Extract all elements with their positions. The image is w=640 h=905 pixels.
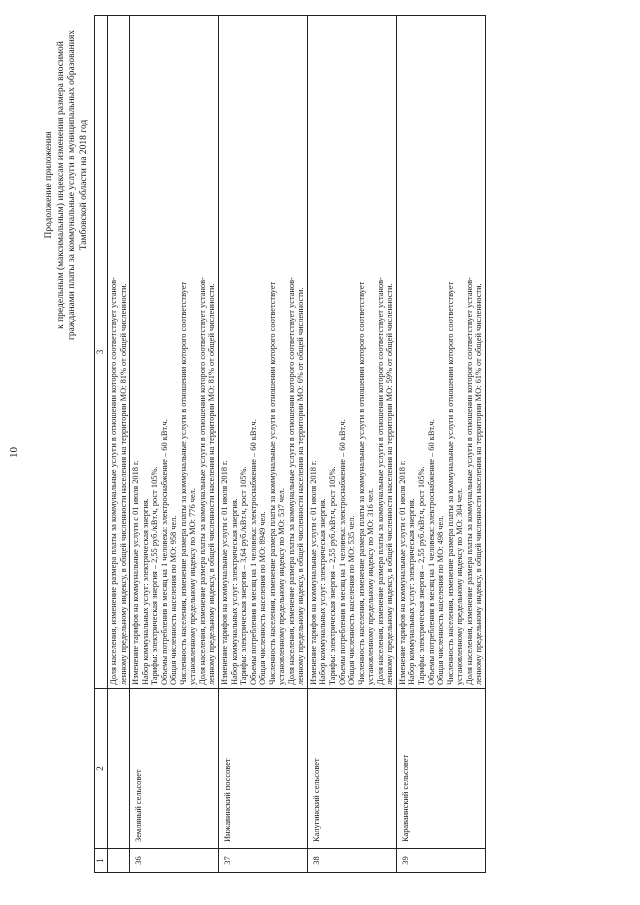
text-line: Численность населения, изменение размера платы за коммунальные услуги в отношении которого соответствует: [356, 281, 366, 685]
text-line: Численность населения, изменение размера платы за коммунальные услуги в отношении которого соответствует: [178, 281, 188, 685]
table-row: [396, 16, 485, 873]
text-line: Доля населения, изменение размера платы за коммунальные услуги в отношении которого соответствует установ-: [109, 277, 118, 685]
row-number: 37: [219, 849, 308, 873]
text-line: Общая численность населения по МО: 535 чел.: [347, 515, 357, 685]
text-line: Доля населения, изменение размера платы за коммунальные услуги в отношении которого соответствует установ-: [464, 277, 474, 685]
municipality-name: Калугинский сельсовет: [307, 689, 396, 849]
header-line-3: гражданами платы за коммунальные услуги в муниципальных образованиях: [67, 30, 77, 340]
text-line: Общая численность населения по МО: 8949 чел.: [258, 511, 268, 685]
text-line: Изменение тарифов на коммунальные услуги с 01 июля 2018 г.: [308, 460, 318, 685]
municipality-name: Инжавинский поссовет: [219, 689, 308, 849]
text-line: Доля населения, изменение размера платы за коммунальные услуги в отношении которого соответствует установ-: [197, 277, 207, 685]
row-number: 38: [307, 849, 396, 873]
text-line: ленному предельному индексу, в общей численности населения на территории МО: 6% от общей численности.: [296, 287, 306, 685]
column-header-1: 1: [95, 849, 108, 873]
text-line: ленному предельному индексу, в общей численности населения на территории МО: 81% от общей численности.: [207, 283, 217, 685]
text-line: Объемы потребления в месяц на 1 человека: электроснабжение – 60 кВт.ч.: [159, 419, 169, 685]
text-line: Общая численность населения по МО: 498 чел.: [436, 515, 446, 685]
row-description: [396, 16, 485, 689]
text-line: Набор коммунальных услуг: электрическая энергия.: [140, 498, 150, 685]
text-line: Тарифы: электрическая энергия – 2,55 руб./кВт.ч, рост 105%.: [416, 466, 426, 685]
header-line-2: к предельным (максимальным) индексам изменения размера вносимой: [55, 41, 66, 329]
index-table: [94, 15, 486, 873]
row-description: [307, 16, 396, 689]
text-line: ленному предельному индексу, в общей численности населения на территории МО: 59% от общей численности.: [385, 283, 395, 685]
table-header-row: [95, 16, 108, 873]
text-line: установленному предельному индексу по МО: 304 чел.: [455, 488, 465, 685]
text-line: Объемы потребления в месяц на 1 человека: электроснабжение – 60 кВт.ч.: [337, 419, 347, 685]
header-line-1: Продолжение приложения: [44, 131, 54, 239]
text-line: Численность населения, изменение размера платы за коммунальные услуги в отношении которого соответствует: [445, 281, 455, 685]
continuation-text: [108, 16, 130, 689]
table-row: [219, 16, 308, 873]
table-row: [130, 16, 219, 873]
row-description: [130, 16, 219, 689]
page-number: 10: [8, 447, 20, 458]
text-line: Изменение тарифов на коммунальные услуги с 01 июля 2018 г.: [220, 460, 230, 685]
municipality-name: Караваинский сельсовет: [396, 689, 485, 849]
header-line-4: Тамбовской области на 2018 год: [78, 119, 89, 251]
text-line: установленному предельному индексу по МО: 537 чел.: [277, 488, 287, 685]
text-line: Доля населения, изменение размера платы за коммунальные услуги в отношении которого соответствует установ-: [375, 277, 385, 685]
row-description: [219, 16, 308, 689]
text-line: Объемы потребления в месяц на 1 человека: электроснабжение – 60 кВт.ч.: [248, 419, 258, 685]
row-number: 39: [396, 849, 485, 873]
text-line: Изменение тарифов на коммунальные услуги с 01 июля 2018 г.: [131, 460, 141, 685]
text-line: Объемы потребления в месяц на 1 человека: электроснабжение – 60 кВт.ч.: [426, 419, 436, 685]
table-row: [307, 16, 396, 873]
text-line: ленному предельному индексу, в общей численности населения на территории МО: 81% от общей численности.: [118, 283, 128, 685]
text-line: Набор коммунальных услуг: электрическая энергия.: [407, 498, 417, 685]
text-line: Изменение тарифов на коммунальные услуги с 01 июля 2018 г.: [397, 460, 407, 685]
text-line: Численность населения, изменение размера платы за коммунальные услуги в отношении которого соответствует: [267, 281, 277, 685]
text-line: Набор коммунальных услуг: электрическая энергия.: [229, 498, 239, 685]
text-line: ленному предельному индексу, в общей численности населения на территории МО: 61% от общей численности.: [474, 283, 484, 685]
column-header-2: 2: [95, 689, 108, 849]
text-line: Общая численность населения по МО: 958 чел.: [169, 515, 179, 685]
text-line: Тарифы: электрическая энергия – 2,55 руб./кВт.ч, рост 105%.: [328, 466, 338, 685]
text-line: установленному предельному индексу по МО: 776 чел.: [188, 488, 198, 685]
continuation-row: [108, 16, 130, 873]
municipality-name: Земляный сельсовет: [130, 689, 219, 849]
text-line: Доля населения, изменение размера платы за коммунальные услуги в отношении которого соответствует установ-: [286, 277, 296, 685]
text-line: Тарифы: электрическая энергия – 3,64 руб./кВт.ч, рост 105%.: [239, 466, 249, 685]
text-line: установленному предельному индексу по МО: 316 чел.: [366, 488, 376, 685]
text-line: Набор коммунальных услуг: электрическая энергия.: [318, 498, 328, 685]
row-number: 36: [130, 849, 219, 873]
column-header-3: 3: [95, 16, 108, 689]
appendix-header: [44, 25, 90, 345]
text-line: Тарифы: электрическая энергия – 2,55 руб./кВт.ч, рост 105%.: [150, 466, 160, 685]
